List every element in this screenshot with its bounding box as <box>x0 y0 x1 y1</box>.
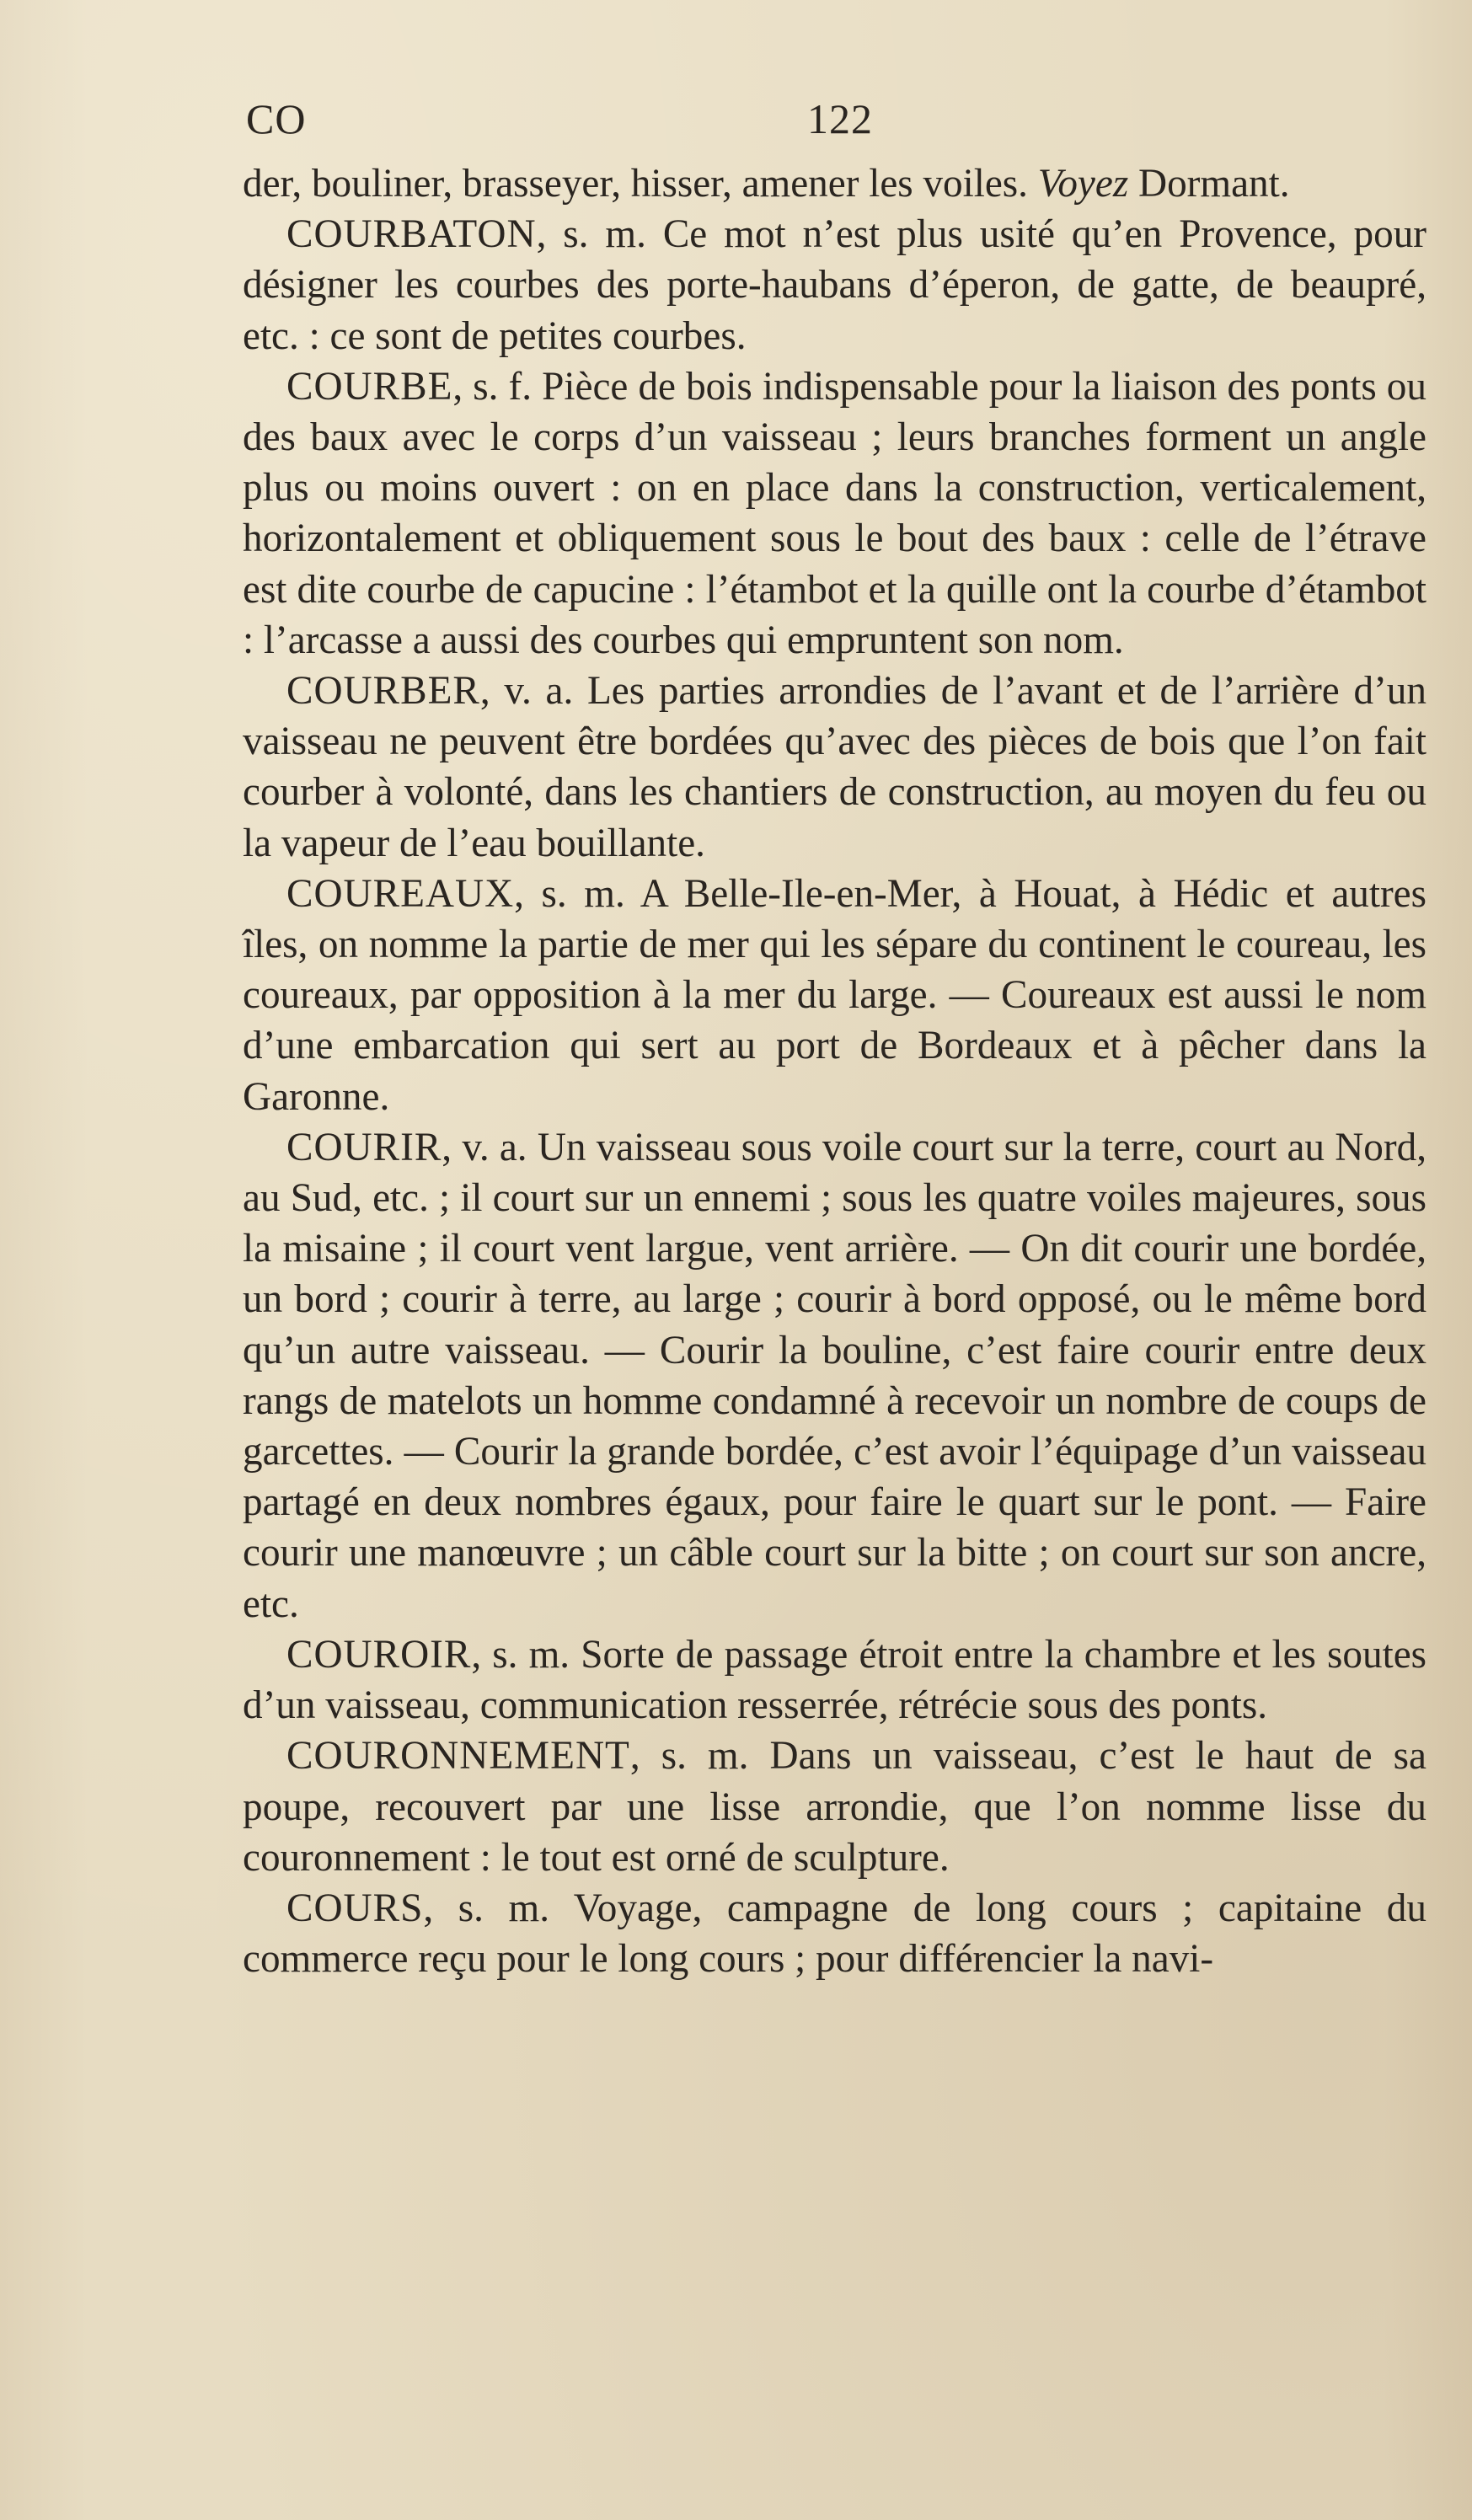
running-head-word: CO <box>246 95 307 142</box>
entry-courbaton <box>243 209 1427 361</box>
dictionary-text <box>243 158 1427 1984</box>
entry-continuation: der, bouliner, brasseyer, hisser, amener les voiles. Voyez Dormant. <box>243 162 1290 206</box>
entry-definition: , s. f. Pièce de bois indispensable pour la liaison des ponts ou des baux avec le corps d’un vaisseau ; leurs branches forment un angle plus ou moins ouvert : on en place dans la construction, verticalement, horizontalement et obliquement sous le bout des baux : celle de l’étrave est dite courbe de capucine : l’étambot et la quille ont la courbe d’étambot : l’arcasse a aussi des courbes qui empruntent son nom. <box>243 364 1427 662</box>
entry-term: COURIR <box>286 1125 442 1169</box>
entry-definition: , s. m. Voyage, campagne de long cours ; capitaine du commerce reçu pour le long cours ; pour différencier la navi- <box>243 1886 1427 1982</box>
entry-term: COUREAUX <box>286 871 515 916</box>
entry-definition: , v. a. Un vaisseau sous voile court sur la terre, court au Nord, au Sud, etc. ; il court sur un ennemi ; sous les quatre voiles majeures, sous la misaine ; il court vent largue, vent arrière. — On dit courir une bordée, un bord ; courir à terre, au large ; courir à bord opposé, ou le même bord qu’un autre vaisseau. — Courir la bouline, c’est faire courir entre deux rangs de matelots un homme condamné à recevoir un nombre de coups de garcettes. — Courir la grande bordée, c’est avoir l’équipage d’un vaisseau partagé en deux nombres égaux, pour faire le quart sur le pont. — Faire courir une manœuvre ; un câble court sur la bitte ; on court sur son ancre, etc. <box>243 1125 1427 1626</box>
entry-definition: , s. m. Dans un vaisseau, c’est le haut de sa poupe, recouvert par une lisse arrondie, que l’on nomme lisse du couronnement : le tout est orné de sculpture. <box>243 1734 1427 1880</box>
entry-courbe <box>243 361 1427 666</box>
book-page <box>243 94 1427 1984</box>
running-head <box>243 94 1427 158</box>
entry-definition: , s. m. A Belle-Ile-en-Mer, à Houat, à Hédic et autres îles, on nomme la partie de mer qui les sépare du continent le coureau, les coureaux, par opposition à la mer du large. — Coureaux est aussi le nom d’une embarcation qui sert au port de Bordeaux et à pêcher dans la Garonne. <box>243 871 1427 1119</box>
entry-term: COURBER <box>286 669 480 714</box>
entry-courber <box>243 666 1427 869</box>
entry-definition: , s. m. Sorte de passage étroit entre la chambre et les soutes d’un vaisseau, communication resserrée, rétrécie sous des ponts. <box>243 1632 1427 1728</box>
entry-term: COUROIR <box>286 1632 472 1677</box>
entry-term: COURBATON <box>286 212 537 257</box>
entry-term: COURONNEMENT <box>286 1734 630 1779</box>
entry-term: COURS <box>286 1886 424 1930</box>
entry-couroir <box>243 1629 1427 1731</box>
cross-reference: Voyez <box>1037 162 1129 206</box>
entry-cours <box>243 1883 1427 1984</box>
entry-couronnement <box>243 1731 1427 1883</box>
entry-definition: , v. a. Les parties arrondies de l’avant et de l’arrière d’un vaisseau ne peuvent être bordées qu’avec des pièces de bois que l’on fait courber à volonté, dans les chantiers de construction, au moyen du feu ou la vapeur de l’eau bouillante. <box>243 669 1427 865</box>
entry-coureaux <box>243 869 1427 1122</box>
page-number: 122 <box>807 95 873 142</box>
entry-definition: , s. m. Ce mot n’est plus usité qu’en Provence, pour désigner les courbes des porte-haubans d’éperon, de gatte, de beaupré, etc. : ce sont de petites courbes. <box>243 212 1427 358</box>
entry-term: COURBE <box>286 364 453 409</box>
entry-courir <box>243 1122 1427 1629</box>
